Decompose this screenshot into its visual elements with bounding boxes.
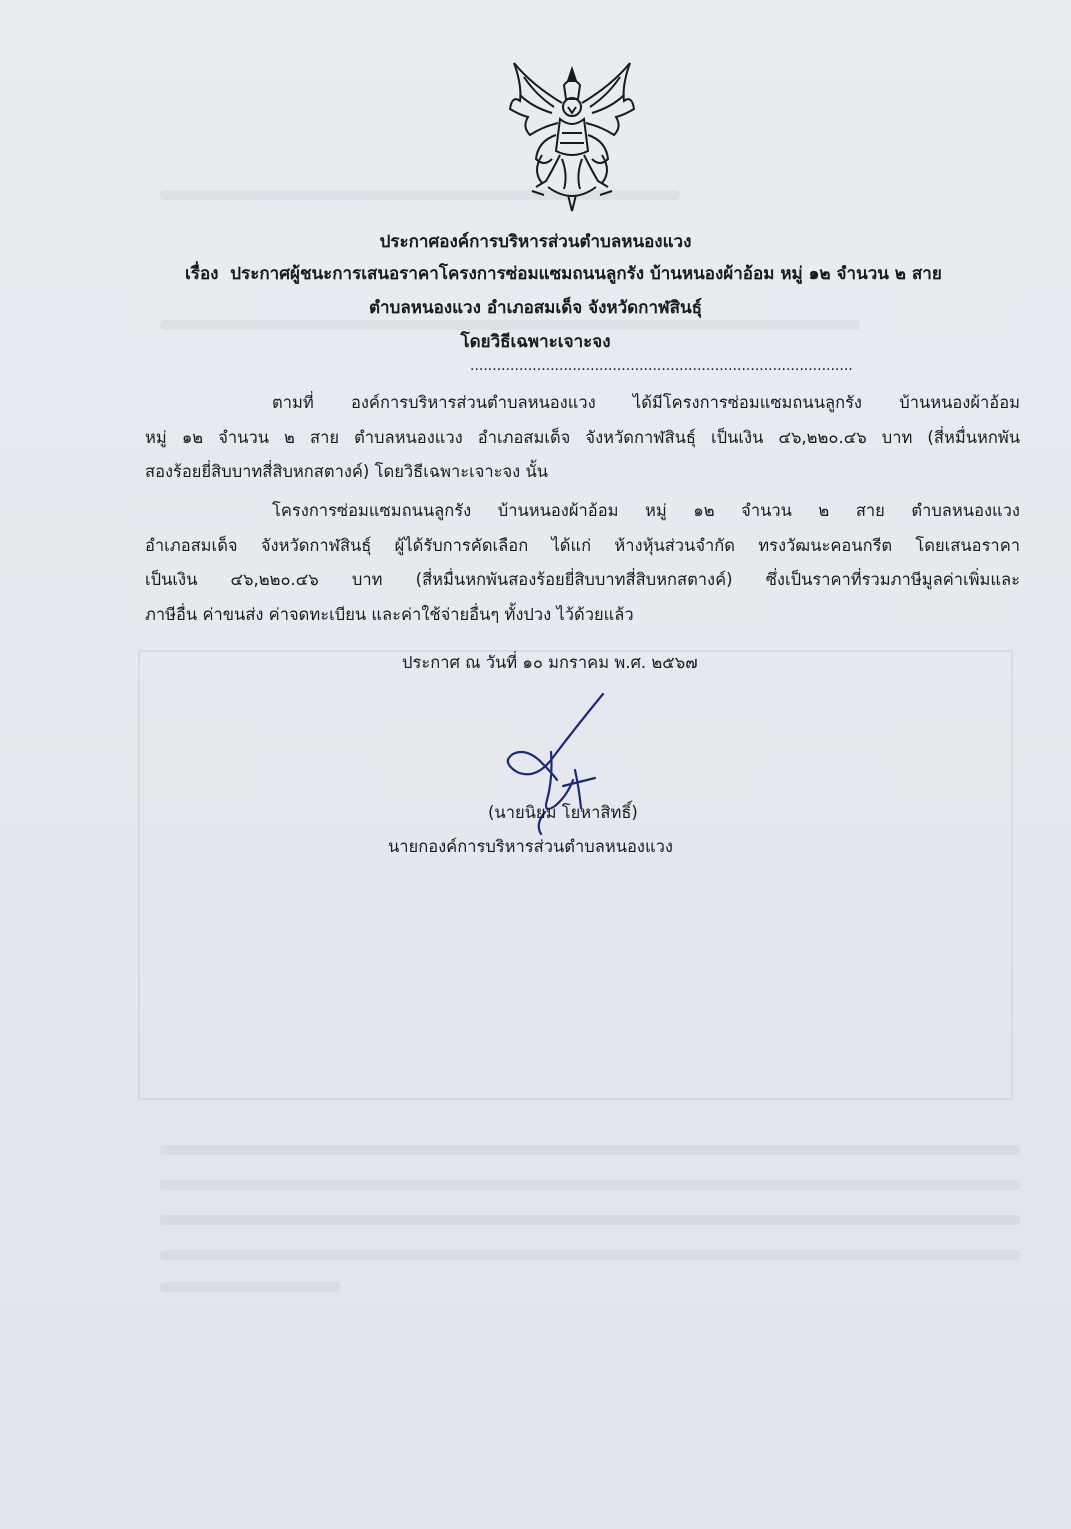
signer-title: นายกองค์การบริหารส่วนตำบลหนองแวง [388,837,673,856]
show-through-line [160,1215,1020,1225]
paragraph-line: สองร้อยยี่สิบบาทสี่สิบหกสตางค์) โดยวิธีเฉพาะเจาะจง นั้น [145,462,549,481]
paragraph-line: ตามที่ องค์การบริหารส่วนตำบลหนองแวง ได้มีโครงการซ่อมแซมถนนลูกรัง บ้านหนองผ้าอ้อม [272,393,1020,412]
signer-name: (นายนิยม โยหาสิทธิ์) [488,803,638,822]
show-through-line [160,1180,1020,1190]
subject-line [185,260,1015,287]
paragraph-1 [145,386,1020,490]
show-through-line [160,1282,340,1292]
show-through-line [160,1250,1020,1260]
subject-line-2: ตำบลหนองแวง อำเภอสมเด็จ จังหวัดกาฬสินธุ์ [368,298,703,318]
announcement-title: ประกาศองค์การบริหารส่วนตำบลหนองแวง [379,232,692,252]
paragraph-line: ภาษีอื่น ค่าขนส่ง ค่าจดทะเบียน และค่าใช้จ่ายอื่นๆ ทั้งปวง ไว้ด้วยแล้ว [145,604,634,624]
paragraph-line: หมู่ ๑๒ จำนวน ๒ สาย ตำบลหนองแวง อำเภอสมเด็จ จังหวัดกาฬสินธุ์ เป็นเงิน ๔๖,๒๒๐.๔๖ บาท (สี่หมื่นหกพัน [145,427,1020,447]
announcement-date: ประกาศ ณ วันที่ ๑๐ มกราคม พ.ศ. ๒๕๖๗ [402,653,698,672]
subject-text: ประกาศผู้ชนะการเสนอราคาโครงการซ่อมแซมถนนลูกรัง บ้านหนองผ้าอ้อม หมู่ ๑๒ จำนวน ๒ สาย [230,264,942,284]
paragraph-line: อำเภอสมเด็จ จังหวัดกาฬสินธุ์ ผู้ได้รับการคัดเลือก ได้แก่ ห้างหุ้นส่วนจำกัด ทรงวัฒนะคอนกรีต โดยเสนอราคา [145,535,1020,555]
paragraph-2 [145,494,1020,632]
header-divider: ...................................................................................... [470,358,853,374]
paragraph-line: โครงการซ่อมแซมถนนลูกรัง บ้านหนองผ้าอ้อม หมู่ ๑๒ จำนวน ๒ สาย ตำบลหนองแวง [272,501,1020,520]
show-through-line [160,1145,1020,1155]
subject-label: เรื่อง [185,264,219,284]
garuda-emblem-icon [502,55,642,215]
paragraph-line: เป็นเงิน ๔๖,๒๒๐.๔๖ บาท (สี่หมื่นหกพันสองร้อยยี่สิบบาทสี่สิบหกสตางค์) ซึ่งเป็นราคาที่รวมภาษีมูลค่าเพิ่มและ [145,570,1020,589]
procurement-method: โดยวิธีเฉพาะเจาะจง [460,332,611,352]
